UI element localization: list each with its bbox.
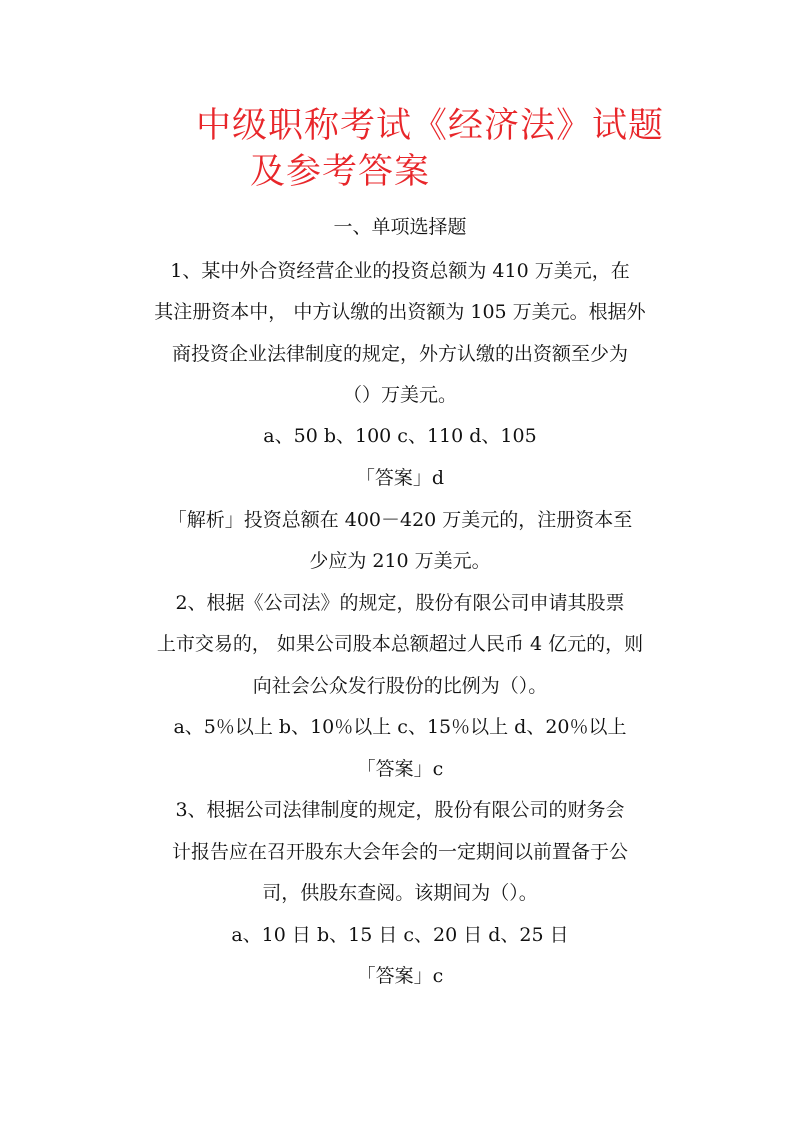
question-1-options: a、50 b、100 c、110 d、105 (263, 425, 537, 447)
question-1-line-1: 1、某中外合资经营企业的投资总额为 410 万美元，在 (170, 260, 630, 282)
question-1-answer: 「答案」d (355, 467, 445, 489)
question-3-line-1: 3、根据公司法律制度的规定，股份有限公司的财务会 (175, 799, 625, 821)
document-title-line-2: 及参考答案 (249, 152, 430, 192)
question-1-analysis-line-2: 少应为 210 万美元。 (309, 550, 491, 572)
section-heading: 一、单项选择题 (333, 216, 467, 238)
document-title-line-1: 中级职称考试《经济法》试题 (195, 106, 664, 146)
question-2-line-1: 2、根据《公司法》的规定，股份有限公司申请其股票 (175, 592, 625, 614)
question-2-answer: 「答案」c (356, 758, 444, 780)
question-1-analysis-line-1: 「解析」投资总额在 400－420 万美元的，注册资本至 (167, 509, 633, 531)
question-3-line-2: 计报告应在召开股东大会年会的一定期间以前置备于公 (171, 841, 628, 863)
question-3-answer: 「答案」c (356, 965, 444, 987)
question-2-line-2: 上市交易的， 如果公司股本总额超过人民币 4 亿元的，则 (156, 633, 644, 655)
question-2-options: a、5％以上 b、10％以上 c、15％以上 d、20％以上 (173, 716, 627, 738)
question-2-line-3: 向社会公众发行股份的比例为（）。 (252, 675, 548, 697)
question-1-line-3: 商投资企业法律制度的规定，外方认缴的出资额至少为 (171, 343, 628, 365)
question-3-line-3: 司，供股东查阅。该期间为（）。 (262, 882, 538, 904)
question-1-line-4: （）万美元。 (342, 384, 457, 406)
question-1-line-2: 其注册资本中， 中方认缴的出资额为 105 万美元。根据外 (154, 301, 646, 323)
question-3-options: a、10 日 b、15 日 c、20 日 d、25 日 (231, 924, 569, 946)
